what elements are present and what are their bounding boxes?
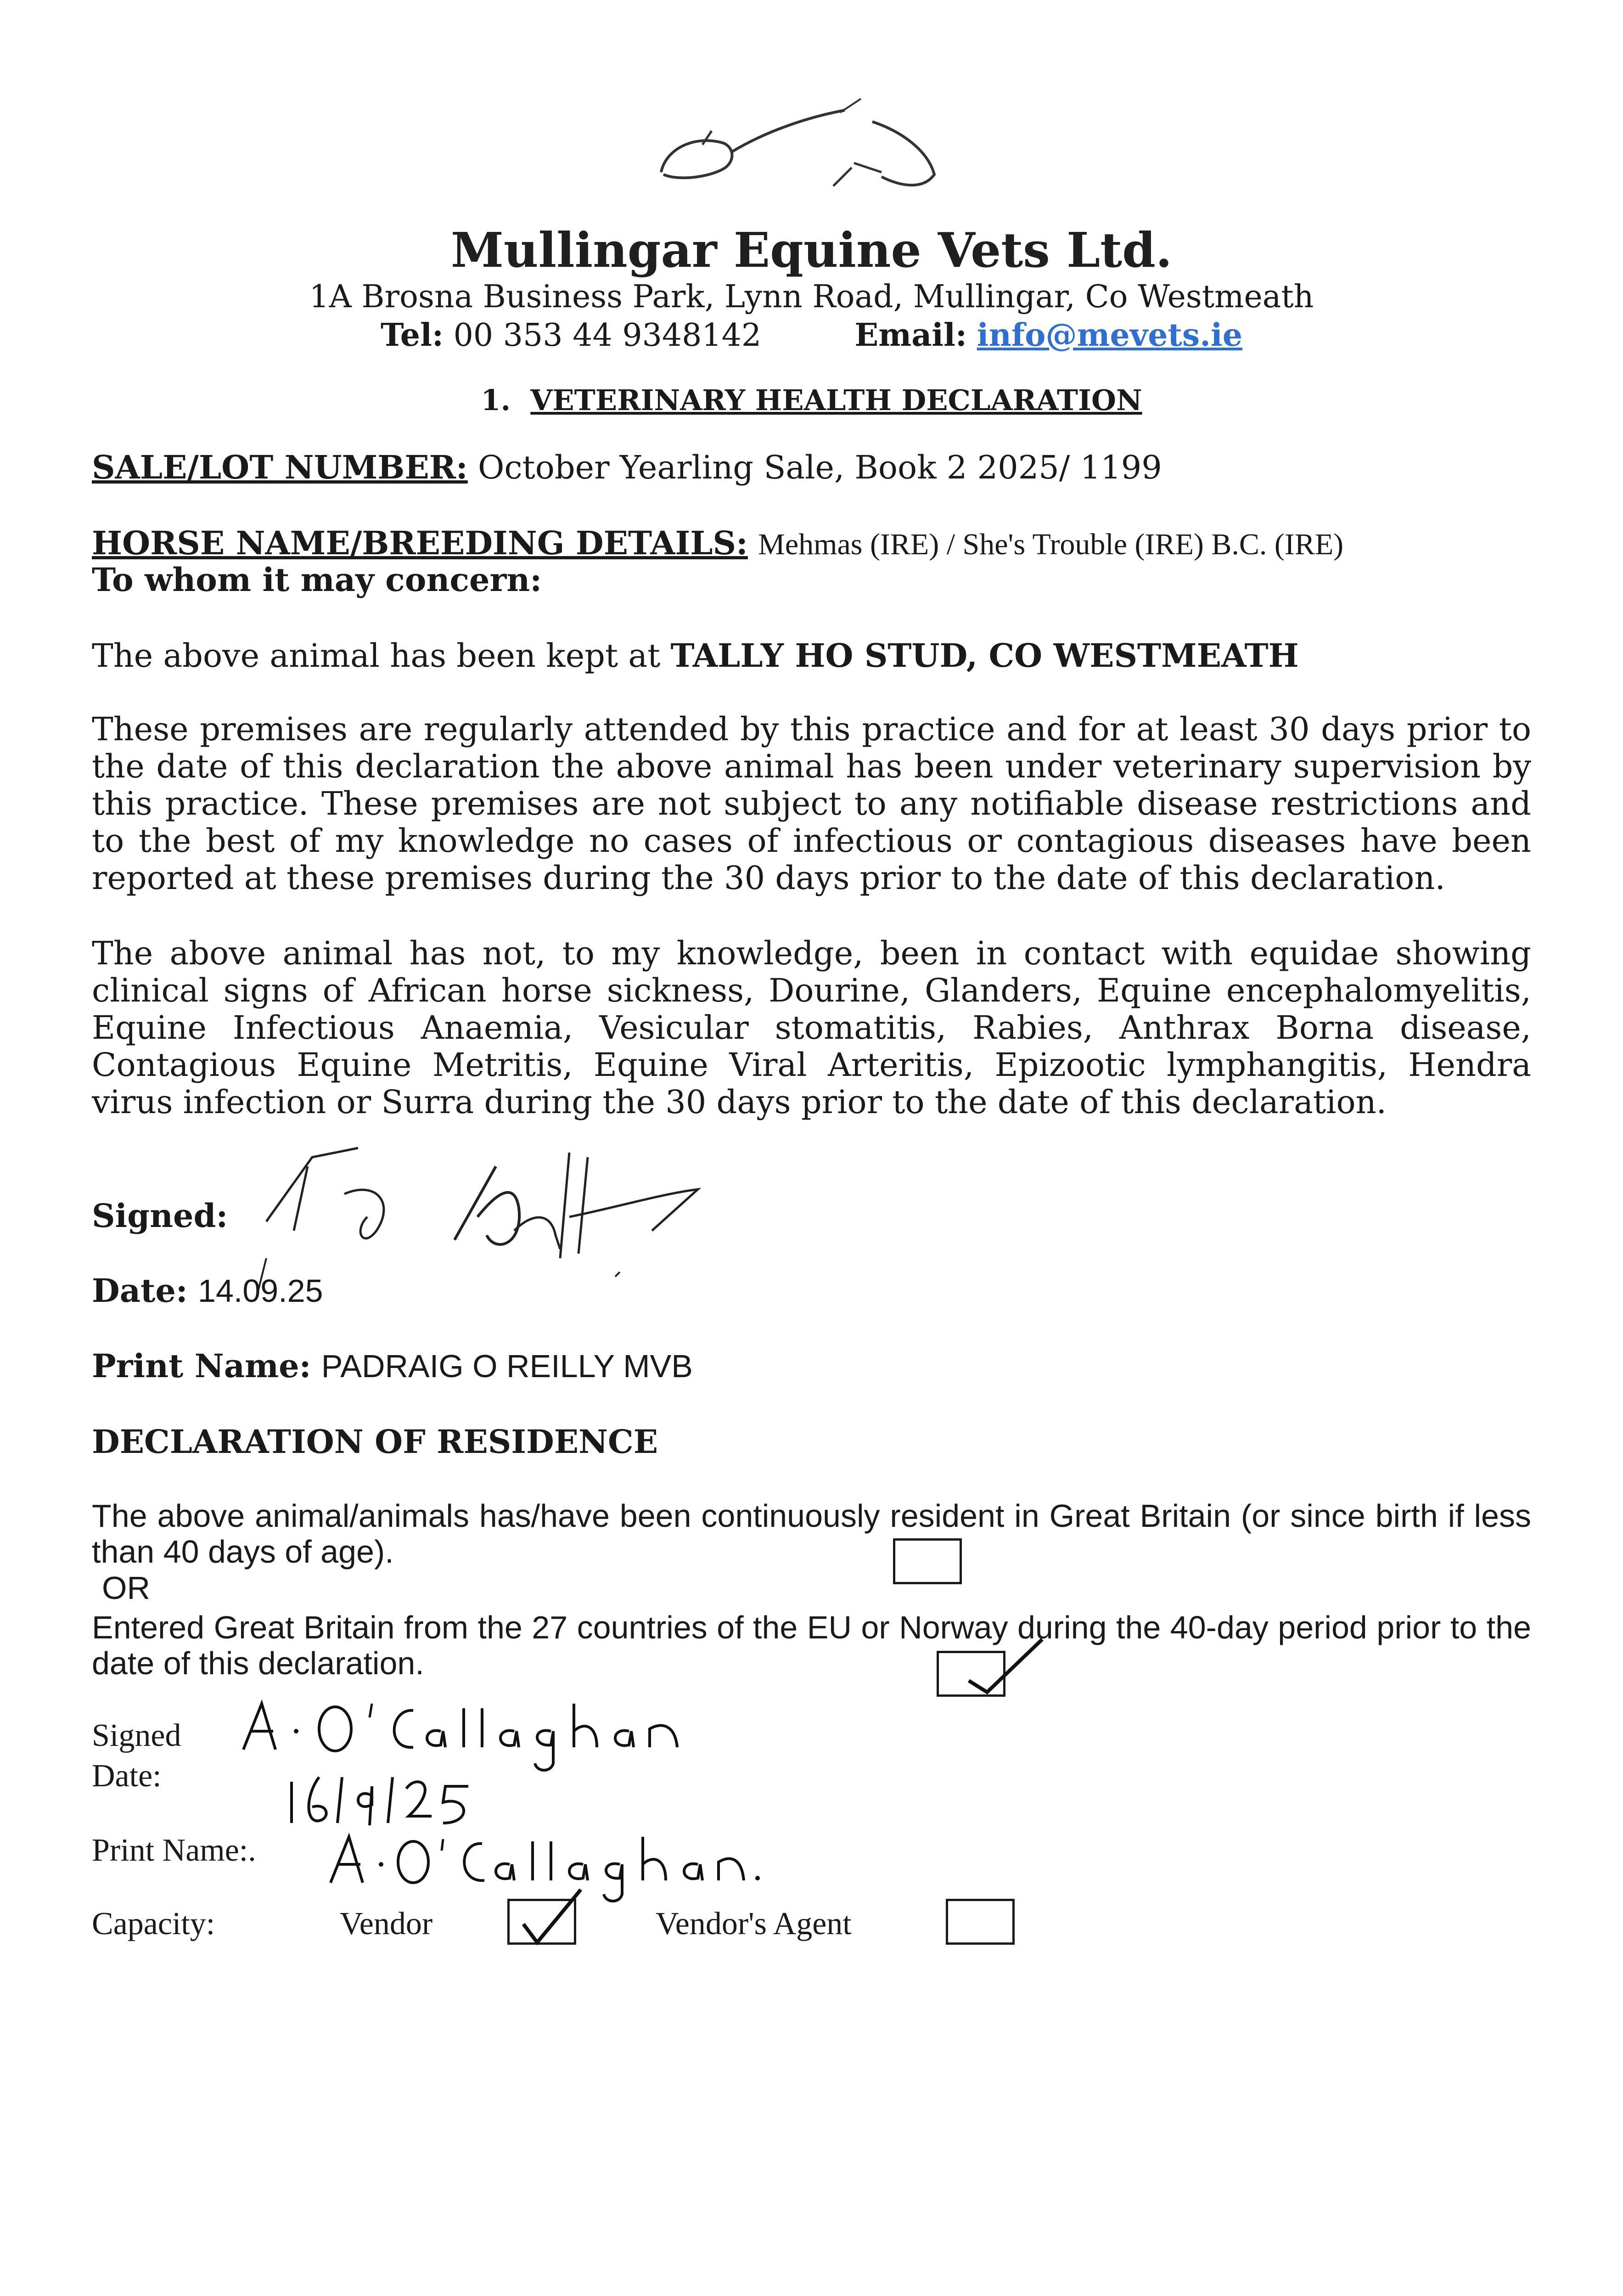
horse-breeding-value: Mehmas (IRE) / She's Trouble (IRE) B.C. (IRE) [758, 528, 1344, 561]
vendor-date-label: Date: [92, 1758, 162, 1794]
vet-date-line [92, 1271, 323, 1311]
declaration-title-text: VETERINARY HEALTH DECLARATION [530, 383, 1142, 417]
email-link[interactable]: info@mevets.ie [977, 317, 1242, 354]
vet-print-name-value: PADRAIG O REILLY MVB [321, 1348, 693, 1384]
vet-print-name-line [92, 1346, 693, 1386]
email-label: Email: [854, 317, 967, 354]
vet-signed-label: Signed: [92, 1197, 228, 1235]
declaration-number: 1. [481, 383, 511, 417]
vendor-label: Vendor [340, 1906, 433, 1941]
vet-date-label: Date: [92, 1272, 188, 1310]
vendor-signature-icon [239, 1699, 698, 1754]
residence-heading: DECLARATION OF RESIDENCE [92, 1423, 658, 1461]
or-label: OR [102, 1570, 150, 1606]
contact-line [0, 316, 1623, 355]
residence-option-2: Entered Great Britain from the 27 countries of the EU or Norway during the 40-day period prior to the date of this declaration. [92, 1609, 1531, 1681]
horse-breeding-line [92, 523, 1343, 564]
residence-option-1: The above animal/animals has/have been continuously resident in Great Britain (or since birth if less than 40 days of age). [92, 1498, 1531, 1570]
sale-lot-value: October Yearling Sale, Book 2 2025/ 1199 [477, 449, 1162, 486]
company-address: 1A Brosna Business Park, Lynn Road, Mullingar, Co Westmeath [309, 279, 1314, 315]
vendor-handwritten-date-icon [285, 1773, 477, 1828]
declaration-title [0, 381, 1623, 420]
supervision-paragraph: These premises are regularly attended by this practice and for at least 30 days prior to the date of this declaration the above animal has been under veterinary supervision by this practice. These premises are not subject to any notifiable disease restrictions and to the best of my knowledge no cases of infectious or contagious diseases have been reported at these premises during the 30 days prior to the date of this declaration. [92, 710, 1531, 897]
vendor-check-mark-icon [512, 1885, 590, 1949]
vendor-handwritten-name-icon [326, 1832, 767, 1887]
vet-date-value: 14.09.25 [198, 1273, 323, 1309]
kept-at-location: TALLY HO STUD, CO WESTMEATH [670, 636, 1299, 675]
disease-contact-paragraph: The above animal has not, to my knowledge, been in contact with equidae showing clinical signs of African horse sickness, Dourine, Glanders, Equine encephalomyelitis, Equine Infectious Anaemia, Vesicular stomatitis, Rabies, Anthrax Borna disease, Contagious Equine Metritis, Equine Viral Arteritis, Epizootic lymphangitis, Hendra virus infection or Surra during the 30 days prior to the date of this declaration. [92, 934, 1531, 1121]
kept-at-line [92, 636, 1299, 675]
salutation: To whom it may concern: [92, 561, 542, 599]
sale-lot-label: SALE/LOT NUMBER: [92, 448, 468, 486]
vendors-agent-checkbox[interactable] [946, 1899, 1015, 1945]
vendor-signed-label: Signed [92, 1718, 181, 1753]
tel-label: Tel: [381, 317, 444, 354]
company-name: Mullingar Equine Vets Ltd. [450, 222, 1173, 278]
vendors-agent-label: Vendor's Agent [656, 1906, 852, 1941]
sale-lot-line [92, 448, 1162, 487]
vendor-print-name-label: Print Name:. [92, 1833, 256, 1868]
entered-gb-check-mark-icon [950, 1635, 1051, 1699]
kept-at-prefix: The above animal has been kept at [92, 637, 661, 675]
horse-breeding-label: HORSE NAME/BREEDING DETAILS: [92, 524, 748, 562]
vet-print-name-label: Print Name: [92, 1347, 311, 1385]
capacity-label: Capacity: [92, 1906, 215, 1941]
tel-value: 00 353 44 9348142 [453, 317, 762, 354]
horse-head-logo-icon [652, 99, 946, 204]
resident-gb-checkbox[interactable] [893, 1538, 962, 1584]
